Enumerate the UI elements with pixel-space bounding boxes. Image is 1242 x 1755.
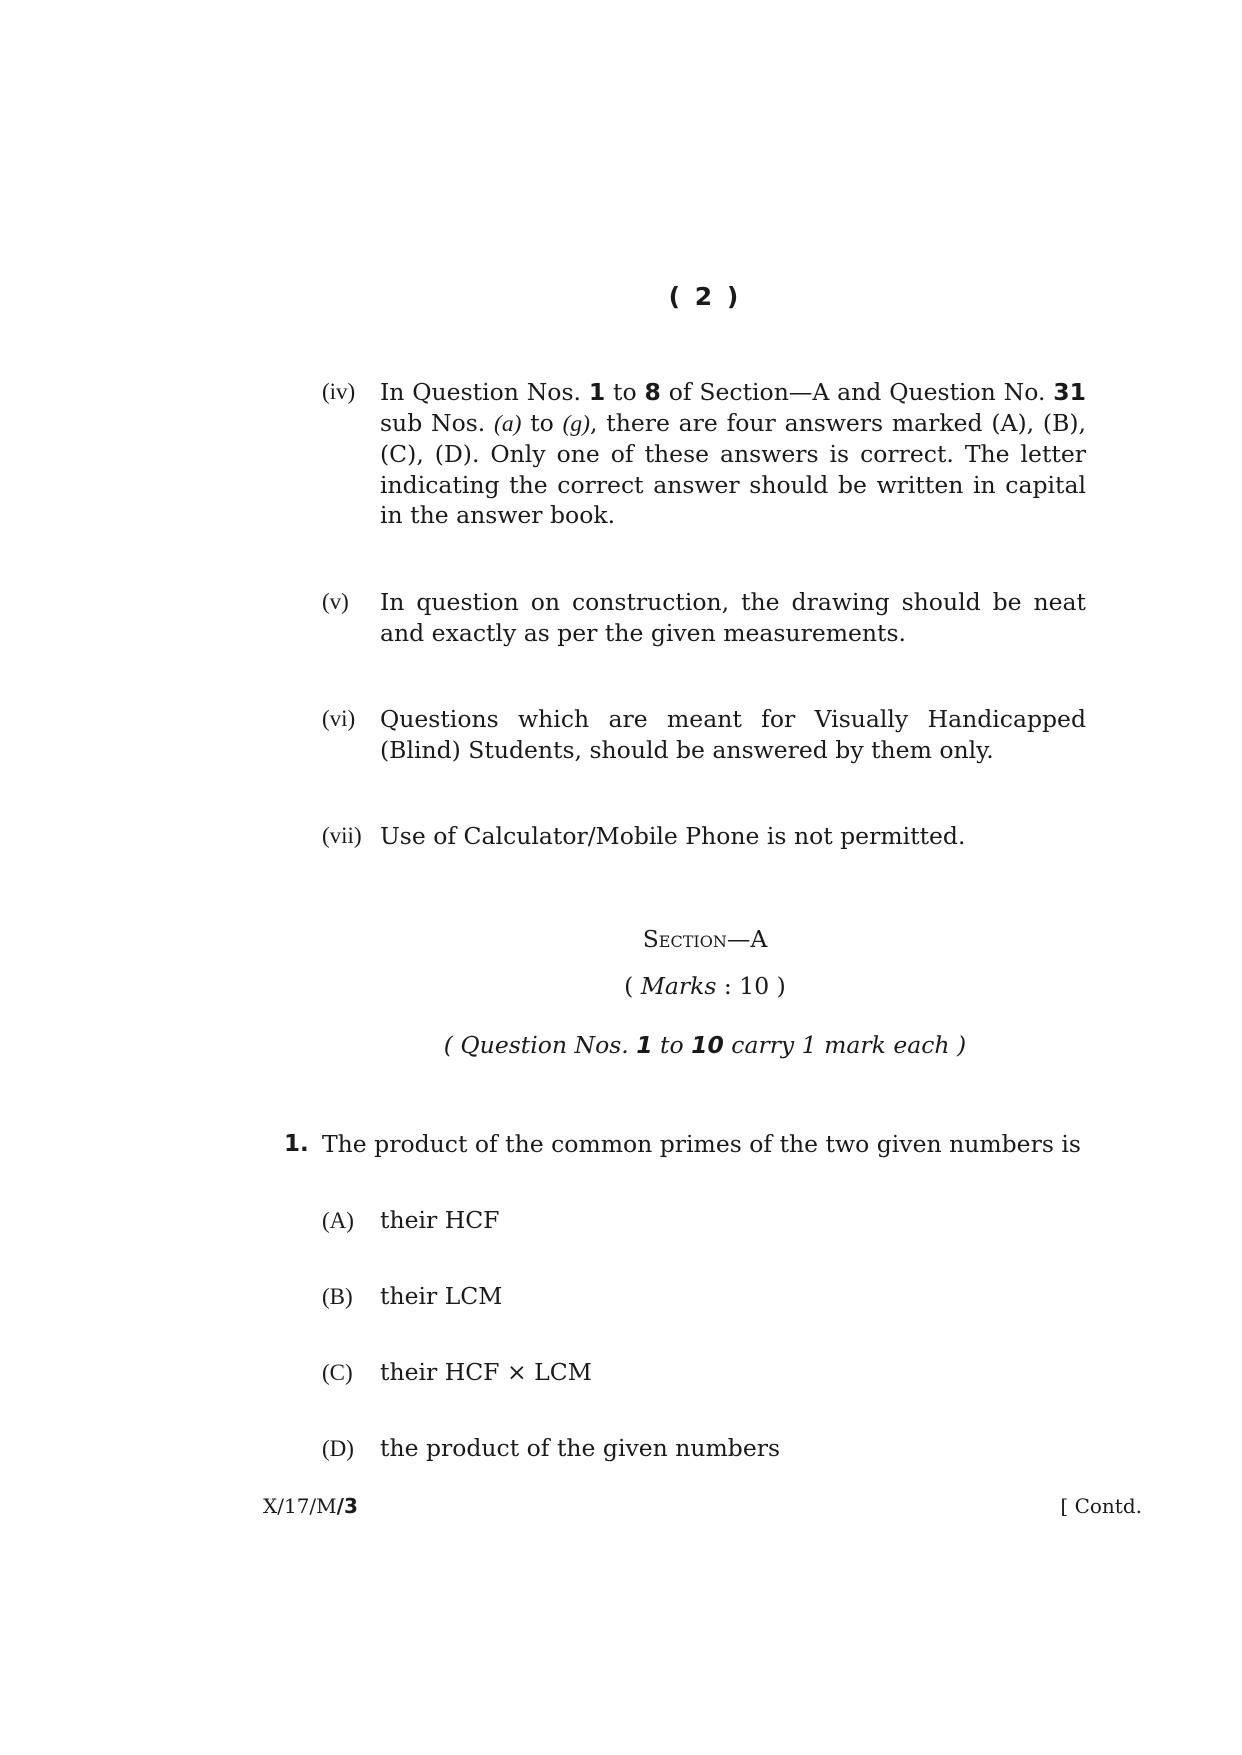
instruction-number: (vi) bbox=[322, 706, 356, 731]
option-label: (C) bbox=[322, 1360, 353, 1385]
instruction-item-vi bbox=[322, 704, 1086, 765]
option-text: their HCF × LCM bbox=[380, 1358, 592, 1386]
instruction-text: Questions which are meant for Visually Handicapped (Blind) Students, should be answered by them only. bbox=[380, 705, 1086, 764]
section-marks: ( Marks : 10 ) bbox=[624, 972, 786, 1000]
instruction-text: In question on construction, the drawing should be neat and exactly as per the given measurements. bbox=[380, 588, 1086, 647]
option-a bbox=[322, 1206, 500, 1234]
question-number: 1. bbox=[284, 1131, 309, 1157]
instruction-item-iv bbox=[322, 377, 1086, 531]
instruction-number: (iv) bbox=[322, 379, 356, 404]
instruction-text: In Question Nos. 1 to 8 of Section—A and Question No. 31 sub Nos. (a) to (g), there are four answers marked (A), (B), (C), (D). Only one of these answers is correct. The letter indicating the correct answer should be written in capital in the answer book. bbox=[380, 378, 1086, 529]
instruction-number: (vii) bbox=[322, 823, 362, 848]
option-b bbox=[322, 1282, 502, 1310]
paper-code: X/17/M/3 bbox=[263, 1494, 358, 1518]
question-text: The product of the common primes of the two given numbers is bbox=[322, 1130, 1081, 1158]
instruction-number: (v) bbox=[322, 589, 349, 614]
question-note: ( Question Nos. 1 to 10 carry 1 mark each ) bbox=[443, 1031, 967, 1059]
option-text: their HCF bbox=[380, 1206, 500, 1234]
instruction-text: Use of Calculator/Mobile Phone is not permitted. bbox=[380, 822, 966, 850]
option-label: (B) bbox=[322, 1284, 353, 1309]
instruction-item-v bbox=[322, 587, 1086, 648]
option-label: (D) bbox=[322, 1436, 354, 1461]
page-number: ( 2 ) bbox=[668, 282, 742, 311]
option-label: (A) bbox=[322, 1208, 354, 1233]
instruction-item-vii bbox=[322, 821, 1086, 852]
option-c bbox=[322, 1358, 592, 1386]
continued-note: [ Contd. bbox=[1060, 1494, 1142, 1518]
option-text: their LCM bbox=[380, 1282, 503, 1310]
option-text: the product of the given numbers bbox=[380, 1434, 781, 1462]
option-d bbox=[322, 1434, 780, 1462]
section-title: Section—A bbox=[642, 925, 768, 953]
